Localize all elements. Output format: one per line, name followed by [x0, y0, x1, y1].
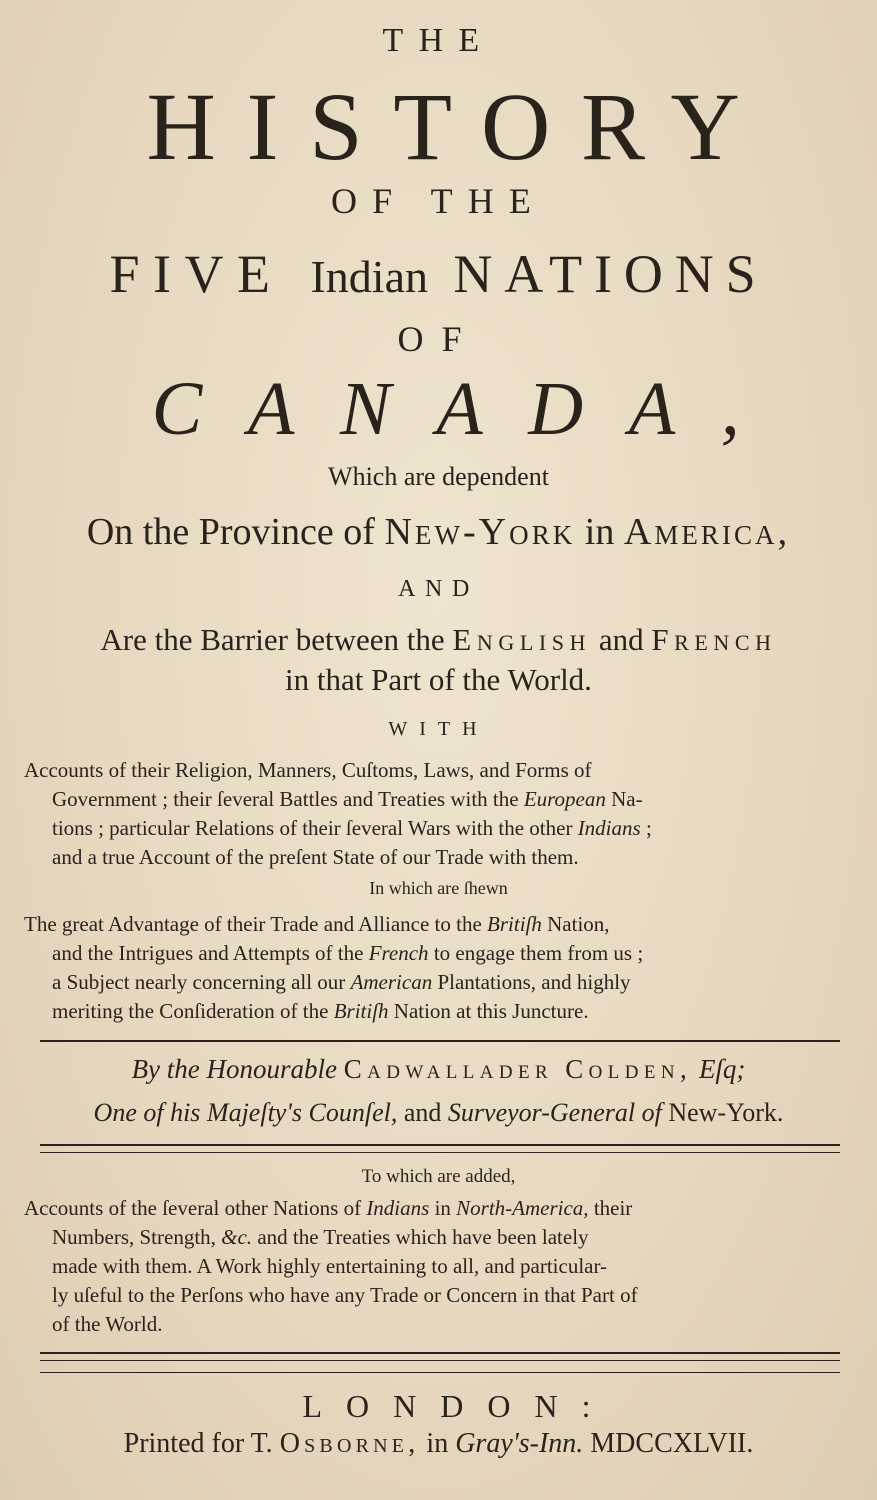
title-nations: NATIONS	[427, 244, 768, 304]
shewn-line-2: and the Intrigues and Attempts of the French to engage them from us ;	[52, 941, 644, 965]
rule-above-imprint	[40, 1352, 840, 1361]
added-line-4: ly uſeful to the Perſons who have any Trade or Concern in that Part of	[52, 1283, 638, 1307]
subtitle-part-of-world: in that Part of the World.	[285, 662, 592, 697]
shewn-line-1: The great Advantage of their Trade and Alliance to the Britiſh Nation,	[24, 912, 610, 936]
subtitle-and: AND	[398, 576, 479, 602]
added-paragraph	[24, 1194, 854, 1339]
accounts-line-3: tions ; particular Relations of their ſeveral Wars with the other Indians ;	[52, 816, 652, 840]
shewn-paragraph	[24, 910, 854, 1026]
title-five-nations	[0, 242, 877, 309]
shewn-line-4: meriting the Conſideration of the Britiſh Nation at this Juncture.	[52, 999, 589, 1023]
subtitle-america: America,	[623, 511, 791, 553]
subtitle-province	[0, 510, 877, 554]
subtitle-new-york: New-York	[384, 511, 576, 553]
title-indian: Indian	[310, 251, 428, 302]
subtitle-province-a: On the Province of	[86, 511, 385, 553]
subtitle-barrier	[0, 622, 877, 658]
subtitle-dependent: Which are dependent	[328, 462, 549, 491]
subtitle-with: WITH	[388, 718, 489, 740]
title-of: OF	[397, 319, 480, 359]
accounts-paragraph	[24, 756, 854, 872]
title-canada: CANADA,	[151, 367, 786, 451]
shewn-label: In which are ſhewn	[369, 878, 508, 898]
subtitle-province-c: in	[575, 511, 624, 553]
accounts-line-1: Accounts of their Religion, Manners, Cuſtoms, Laws, and Forms of	[24, 758, 592, 782]
author-line-2: One of his Majeſty's Counſel, and Surveyor-General of New-York.	[93, 1098, 784, 1127]
added-line-1: Accounts of the ſeveral other Nations of Indians in North-America, their	[24, 1196, 633, 1220]
title-history: HISTORY	[146, 73, 771, 180]
title-five: FIVE	[109, 244, 311, 304]
shewn-line-3: a Subject nearly concerning all our American Plantations, and highly	[52, 970, 631, 994]
added-line-3: made with them. A Work highly entertaining to all, and particular-	[52, 1254, 608, 1278]
title-of-the: OF THE	[330, 181, 547, 221]
subtitle-french: French	[651, 622, 777, 657]
author-line-1: By the Honourable Cadwallader Colden, Eſq;	[131, 1054, 746, 1084]
imprint-london: LONDON:	[302, 1388, 615, 1424]
accounts-line-4: and a true Account of the preſent State of our Trade with them.	[52, 845, 579, 869]
subtitle-barrier-a: Are the Barrier between the	[100, 622, 453, 657]
rule-below-author	[40, 1144, 840, 1153]
subtitle-english: English	[452, 622, 592, 657]
added-label: To which are added,	[361, 1166, 516, 1187]
added-line-2: Numbers, Strength, &c. and the Treaties which have been lately	[52, 1225, 589, 1249]
title-the: THE	[382, 22, 495, 59]
subtitle-barrier-c: and	[591, 622, 652, 657]
added-line-5: of the World.	[52, 1312, 163, 1336]
rule-above-imprint-2	[40, 1372, 840, 1373]
imprint-printed: Printed for T. Osborne, in Gray's-Inn. MDCCXLVII.	[123, 1428, 754, 1459]
rule-above-author	[40, 1040, 840, 1042]
accounts-line-2: Government ; their ſeveral Battles and Treaties with the European Na-	[52, 787, 643, 811]
